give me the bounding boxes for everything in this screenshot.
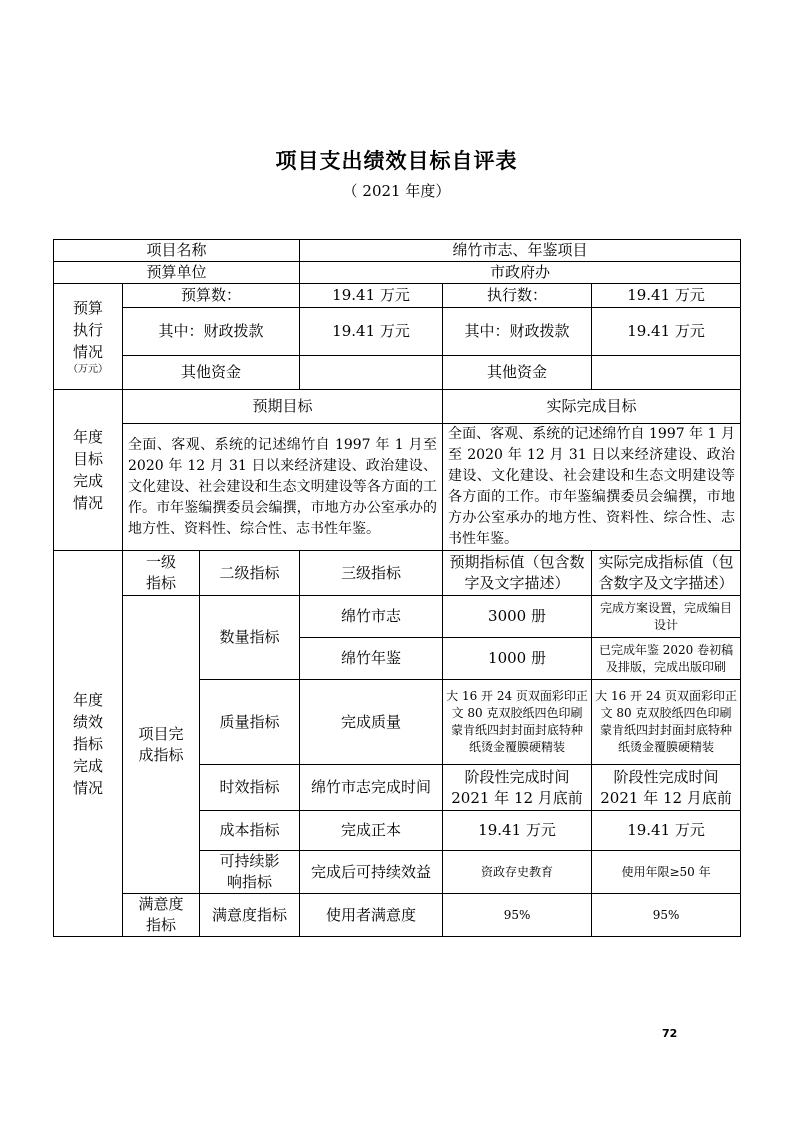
budget-unit-label: 预算单位 (54, 262, 300, 284)
budget-unit-value: 市政府办 (300, 262, 741, 284)
cost-expected: 19.41 万元 (443, 811, 592, 851)
cost-label: 成本指标 (200, 811, 300, 851)
exec-label: 执行数： (443, 284, 592, 308)
sustain-label (200, 851, 300, 894)
other-funds-row (54, 356, 741, 390)
page-number: 72 (662, 1027, 678, 1040)
time-name: 绵竹市志完成时间 (300, 765, 443, 811)
q1-name: 绵竹市志 (300, 596, 443, 638)
output-indicator-label (123, 596, 200, 894)
sustain-label-text: 可持续影响指标 (219, 852, 280, 891)
budget-section-label (54, 284, 123, 390)
header-level3: 三级指标 (300, 551, 443, 596)
expected-goal-text: 全面、客观、系统的记述绵竹自 1997 年 1 月至 2020 年 12 月 31 日以来经济建设、政治建设、文化建设、社会建设和生态文明建设等各方面的工作。市年鉴编撰委员会编撰，市地方办公室承办的地方性、资料性、综合性、志书性年鉴。 (123, 424, 443, 551)
other-funds-exec (592, 356, 741, 390)
fiscal-exec-label: 其中：财政拨款 (443, 308, 592, 356)
q2-actual: 已完成年鉴 2020 卷初稿及排版，完成出版印刷 (592, 638, 741, 680)
budget-value: 19.41 万元 (300, 284, 443, 308)
satisfaction-name: 使用者满意度 (300, 894, 443, 937)
indicator-header-row (54, 551, 741, 596)
satisfaction-l1 (123, 894, 200, 937)
q1-expected: 3000 册 (443, 596, 592, 638)
fiscal-label: 其中：财政拨款 (123, 308, 300, 356)
project-name-value: 绵竹市志、年鉴项目 (300, 240, 741, 262)
output-indicator-text: 项目完成指标 (138, 724, 184, 764)
header-level2: 二级指标 (200, 551, 300, 596)
exec-value: 19.41 万元 (592, 284, 741, 308)
quality-name: 完成质量 (300, 680, 443, 765)
other-funds-budget (300, 356, 443, 390)
other-funds-label: 其他资金 (123, 356, 300, 390)
project-name-label: 项目名称 (54, 240, 300, 262)
performance-table (53, 239, 741, 937)
satisfaction-actual: 95% (592, 894, 741, 937)
sustain-name: 完成后可持续效益 (300, 851, 443, 894)
fiscal-budget-value: 19.41 万元 (300, 308, 443, 356)
expected-goal-header: 预期目标 (123, 390, 443, 424)
header-level1 (123, 551, 200, 596)
q2-expected: 1000 册 (443, 638, 592, 680)
other-funds-exec-label: 其他资金 (443, 356, 592, 390)
cost-name: 完成正本 (300, 811, 443, 851)
quality-expected: 大 16 开 24 页双面彩印正文 80 克双胶纸四色印刷蒙肯纸四封封面封底特种纸烫金覆膜硬精装 (443, 680, 592, 765)
satisfaction-expected: 95% (443, 894, 592, 937)
indicators-section-title: 年度绩效指标完成情况 (72, 690, 103, 797)
budget-section-unit: （万元） (68, 363, 108, 375)
satisfaction-l2: 满意度指标 (200, 894, 300, 937)
goals-section-label (54, 390, 123, 551)
header-actual: 实际完成指标值（包含数字及文字描述） (592, 551, 741, 596)
time-actual: 阶段性完成时间 2021 年 12 月底前 (592, 765, 741, 811)
satisfaction-l1-text: 满意度指标 (138, 895, 184, 934)
budget-section-title: 预算执行情况 (72, 298, 103, 361)
fiscal-exec-value: 19.41 万元 (592, 308, 741, 356)
quantity-label: 数量指标 (200, 596, 300, 680)
satisfaction-row (54, 894, 741, 937)
time-expected: 阶段性完成时间 2021 年 12 月底前 (443, 765, 592, 811)
q2-name: 绵竹年鉴 (300, 638, 443, 680)
quality-label: 质量指标 (200, 680, 300, 765)
actual-goal-text: 全面、客观、系统的记述绵竹自 1997 年 1 月至 2020 年 12 月 31 日以来经济建设、政治建设、文化建设、社会建设和生态文明建设等各方面的工作。市年鉴编撰委员会编撰，市地方办公室承办的地方性、资料性、综合性、志书性年鉴。 (443, 424, 741, 551)
header-level1-text: 一级指标 (145, 553, 176, 592)
sustain-expected: 资政存史教育 (443, 851, 592, 894)
page-subtitle: （ 2021 年度） (342, 182, 451, 200)
time-label: 时效指标 (200, 765, 300, 811)
goals-section-title: 年度目标完成情况 (72, 428, 103, 512)
budget-label: 预算数： (123, 284, 300, 308)
actual-goal-header: 实际完成目标 (443, 390, 741, 424)
project-name-row (54, 240, 741, 262)
quality-actual: 大 16 开 24 页双面彩印正文 80 克双胶纸四色印刷蒙肯纸四封封面封底特种纸烫金覆膜硬精装 (592, 680, 741, 765)
budget-amount-row (54, 284, 741, 308)
q1-actual: 完成方案设置，完成编目设计 (592, 596, 741, 638)
cost-actual: 19.41 万元 (592, 811, 741, 851)
header-expected: 预期指标值（包含数字及文字描述） (443, 551, 592, 596)
budget-unit-row (54, 262, 741, 284)
sustain-actual: 使用年限≥50 年 (592, 851, 741, 894)
page-title: 项目支出绩效目标自评表 (275, 149, 518, 173)
fiscal-row (54, 308, 741, 356)
indicators-section-label (54, 551, 123, 937)
quantity-row-1 (54, 596, 741, 638)
goals-text-row (54, 424, 741, 551)
goals-header-row (54, 390, 741, 424)
